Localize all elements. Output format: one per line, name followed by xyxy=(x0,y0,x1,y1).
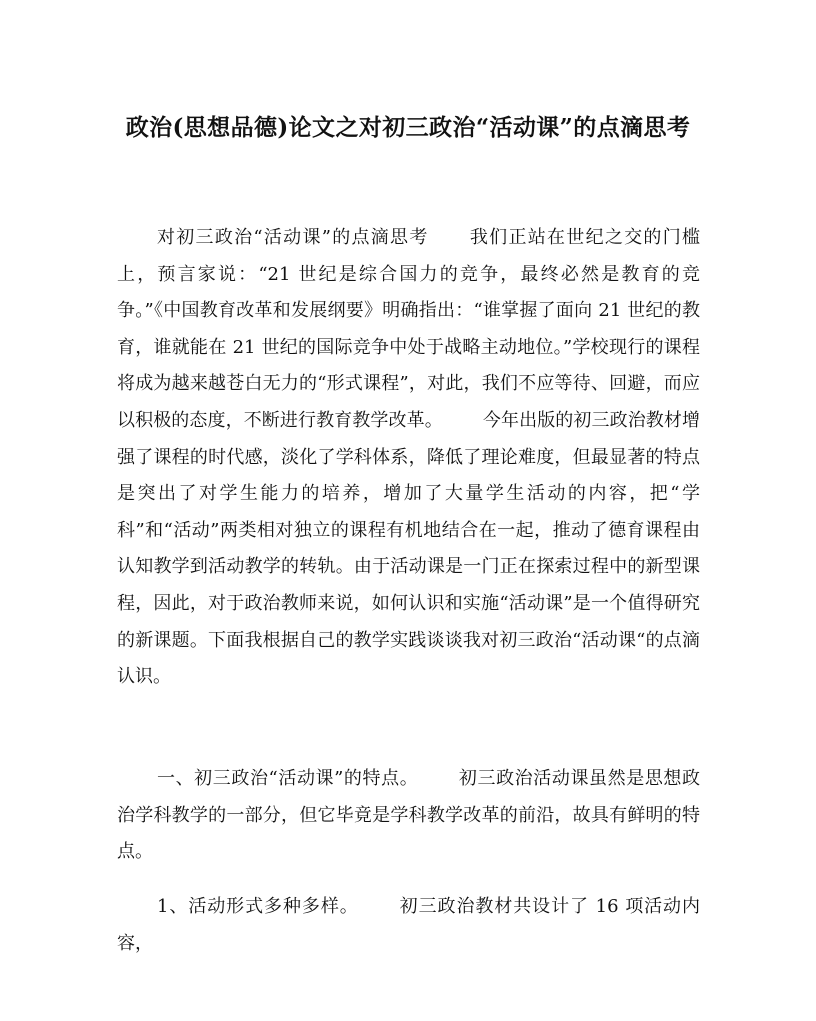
paragraph-intro-body: 我们正站在世纪之交的门槛上，预言家说：“21 世纪是综合国力的竞争，最终必然是教育的竞争。”《中国教育改革和发展纲要》明确指出：“谁掌握了面向 21 世纪的教育，谁就能在 21 世纪的国际竞争中处于战略主动地位。”学校现行的课程将成为越来越苍白无力的“形式课程”，对此，我们不应等待、回避，而应以积极的态度，不断进行教育教学改革。 xyxy=(117,227,700,431)
section-one-body: 初三政治活动课虽然是思想政治学科教学的一部分，但它毕竟是学科教学改革的前沿，故具有鲜明的特点。 xyxy=(117,768,700,863)
paragraph-subsection-one xyxy=(117,889,700,962)
paragraph-intro-lead: 对初三政治“活动课”的点滴思考 xyxy=(157,227,429,248)
document-title: 政治(思想品德)论文之对初三政治“活动课”的点滴思考 xyxy=(125,114,691,141)
paragraph-intro-tail: 今年出版的初三政治教材增强了课程的时代感，淡化了学科体系，降低了理论难度，但最显著的特点是突出了对学生能力的培养，增加了大量学生活动的内容，把“学科”和“活动”两类相对独立的课程有机地结合在一起，推动了德育课程由认知教学到活动教学的转轨。由于活动课是一门正在探索过程中的新型课程，因此，对于政治教师来说，如何认识和实施“活动课”是一个值得研究的新课题。下面我根据自己的教学实践谈谈我对初三政治“活动课“的点滴认识。 xyxy=(117,409,701,688)
section-one-heading: 一、初三政治“活动课”的特点。 xyxy=(157,768,419,789)
subsection-one-body: 初三政治教材共设计了 16 项活动内容， xyxy=(117,896,700,954)
paragraph-section-one xyxy=(117,761,700,871)
paragraph-intro xyxy=(117,220,700,696)
subsection-one-heading: 1、活动形式多种多样。 xyxy=(157,896,359,917)
